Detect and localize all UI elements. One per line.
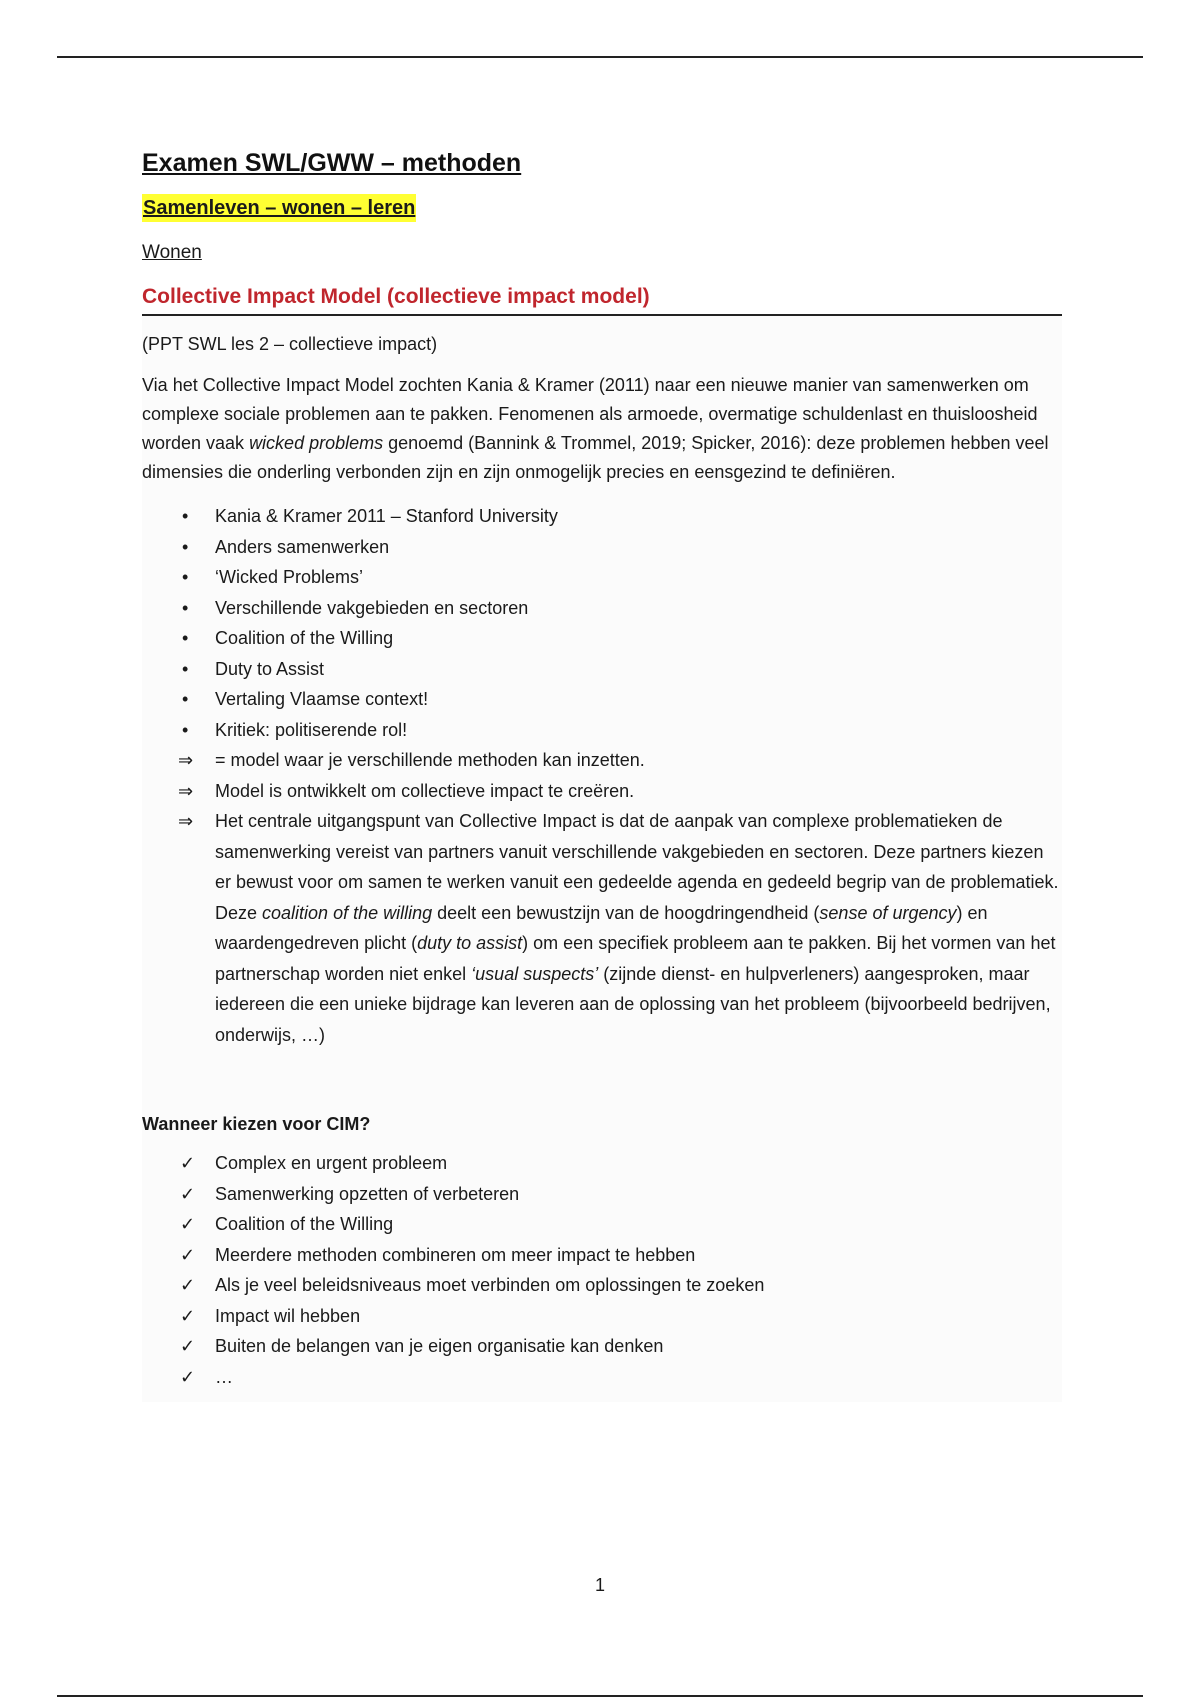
arrow-item [142, 806, 1062, 1050]
arrow-text: = model waar je verschillende methoden kan inzetten. [215, 750, 645, 770]
checkmark-icon: ✓ [180, 1183, 196, 1204]
arrow-item [142, 745, 1062, 776]
document-title: Examen SWL/GWW – methoden [142, 149, 522, 177]
bullet-icon: • [182, 567, 189, 587]
checkmark-icon: ✓ [180, 1275, 196, 1295]
checkmark-icon: ✓ [180, 1366, 196, 1387]
intro-italic-1: wicked problems [249, 433, 384, 453]
document-page [142, 140, 1062, 1402]
bottom-rule [57, 1695, 1143, 1697]
check-text: Complex en urgent probleem [215, 1153, 448, 1173]
bullet-icon: • [182, 689, 189, 709]
check-item [142, 1301, 1062, 1332]
subsection-title: Wonen [142, 242, 202, 263]
bullet-text: Kania & Kramer 2011 – Stanford University [215, 506, 558, 526]
check-text: Als je veel beleidsniveaus moet verbinden om oplossingen te zoeken [215, 1275, 765, 1295]
bullet-text: Kritiek: politiserende rol! [215, 719, 408, 740]
arrow-italic-3: duty to assist [417, 933, 523, 953]
arrow-item [142, 776, 1062, 807]
check-item [142, 1240, 1062, 1271]
bullet-icon: • [182, 658, 189, 679]
checkmark-icon: ✓ [180, 1153, 196, 1173]
arrow-icon: ⇒ [178, 811, 194, 831]
checkmark-icon: ✓ [180, 1244, 196, 1265]
bullet-item [142, 562, 1062, 593]
check-item [142, 1179, 1062, 1210]
check-item [142, 1362, 1062, 1393]
bullet-icon: • [182, 506, 189, 526]
model-heading: Collective Impact Model (collectieve impact model) [142, 282, 1062, 316]
page-number: 1 [594, 1575, 605, 1595]
bullet-item [142, 684, 1062, 715]
arrow-text: Model is ontwikkelt om collectieve impact te creëren. [215, 780, 635, 801]
bullet-text: Verschillende vakgebieden en sectoren [215, 597, 529, 618]
checkmark-icon: ✓ [180, 1336, 196, 1356]
arrow-icon: ⇒ [178, 750, 194, 770]
check-item [142, 1331, 1062, 1362]
bullet-text: ‘Wicked Problems’ [215, 567, 364, 587]
bullet-item [142, 501, 1062, 532]
bullet-item [142, 593, 1062, 624]
arrow-list [142, 745, 1062, 1050]
bullet-item [142, 623, 1062, 654]
bullet-icon: • [182, 536, 189, 557]
check-item [142, 1209, 1062, 1240]
check-text: Impact wil hebben [215, 1305, 361, 1326]
arrow-icon: ⇒ [178, 780, 194, 801]
arrow-text-2: deelt een bewustzijn van de hoogdringendheid ( [432, 902, 820, 923]
bullet-icon: • [182, 597, 189, 618]
check-text: … [215, 1366, 233, 1387]
bullet-text: Vertaling Vlaamse context! [215, 689, 429, 709]
check-text: Samenwerking opzetten of verbeteren [215, 1183, 520, 1204]
check-text: Meerdere methoden combineren om meer impact te hebben [215, 1244, 696, 1265]
bullet-text: Coalition of the Willing [215, 628, 394, 648]
bullet-text: Anders samenwerken [215, 536, 390, 557]
check-list [142, 1148, 1062, 1392]
arrow-text-4: ) om een specifiek probleem aan te pakken. Bij het vormen van het partnerschap worden niet enkel [215, 933, 1056, 984]
arrow-italic-4: ‘usual suspects’ [471, 963, 599, 984]
check-item [142, 1148, 1062, 1179]
check-text: Buiten de belangen van je eigen organisatie kan denken [215, 1336, 664, 1356]
bullet-item [142, 715, 1062, 746]
checkmark-icon: ✓ [180, 1305, 196, 1326]
arrow-text-1: Het centrale uitgangspunt van Collective Impact is dat de aanpak van complexe problematieken de samenwerking vereist van partners vanuit verschillende vakgebieden en sectoren. Deze partners kiezen er bewust voor om samen te werken vanuit een gedeelde agenda en gedeeld begrip van de problematiek. Deze [215, 811, 1059, 923]
section-title-highlighted: Samenleven – wonen – leren [142, 194, 416, 222]
reference-note: (PPT SWL les 2 – collectieve impact) [142, 334, 438, 354]
bullet-text: Duty to Assist [215, 658, 325, 679]
intro-text-2: genoemd (Bannink & Trommel, 2019; Spicker, 2016): deze problemen hebben veel dimensies die onderling verbonden zijn en zijn onmogelijk precies en eensgezind te definiëren. [142, 433, 1049, 482]
bullet-item [142, 532, 1062, 563]
arrow-italic-2: sense of urgency [819, 902, 957, 923]
bullet-icon: • [182, 719, 189, 740]
intro-paragraph [142, 371, 1062, 487]
bullet-item [142, 654, 1062, 685]
arrow-text-3: ) en waardengedreven plicht ( [215, 902, 988, 953]
top-rule [57, 56, 1143, 58]
checkmark-icon: ✓ [180, 1214, 196, 1234]
content-block [142, 316, 1062, 1402]
check-item [142, 1270, 1062, 1301]
arrow-italic-1: coalition of the willing [262, 902, 433, 923]
bullet-icon: • [182, 628, 189, 648]
bullet-list [142, 501, 1062, 745]
intro-text-1: Via het Collective Impact Model zochten Kania & Kramer (2011) naar een nieuwe manier van samenwerken om complexe sociale problemen aan te pakken. Fenomenen als armoede, overmatige schuldenlast en thuisloosheid worden vaak [142, 375, 1038, 453]
check-text: Coalition of the Willing [215, 1214, 394, 1234]
when-heading: Wanneer kiezen voor CIM? [142, 1114, 371, 1134]
arrow-text-5: (zijnde dienst- en hulpverleners) aangesproken, maar iedereen die een unieke bijdrage kan leveren aan de oplossing van het probleem (bijvoorbeeld bedrijven, onderwijs, …) [215, 963, 1051, 1045]
